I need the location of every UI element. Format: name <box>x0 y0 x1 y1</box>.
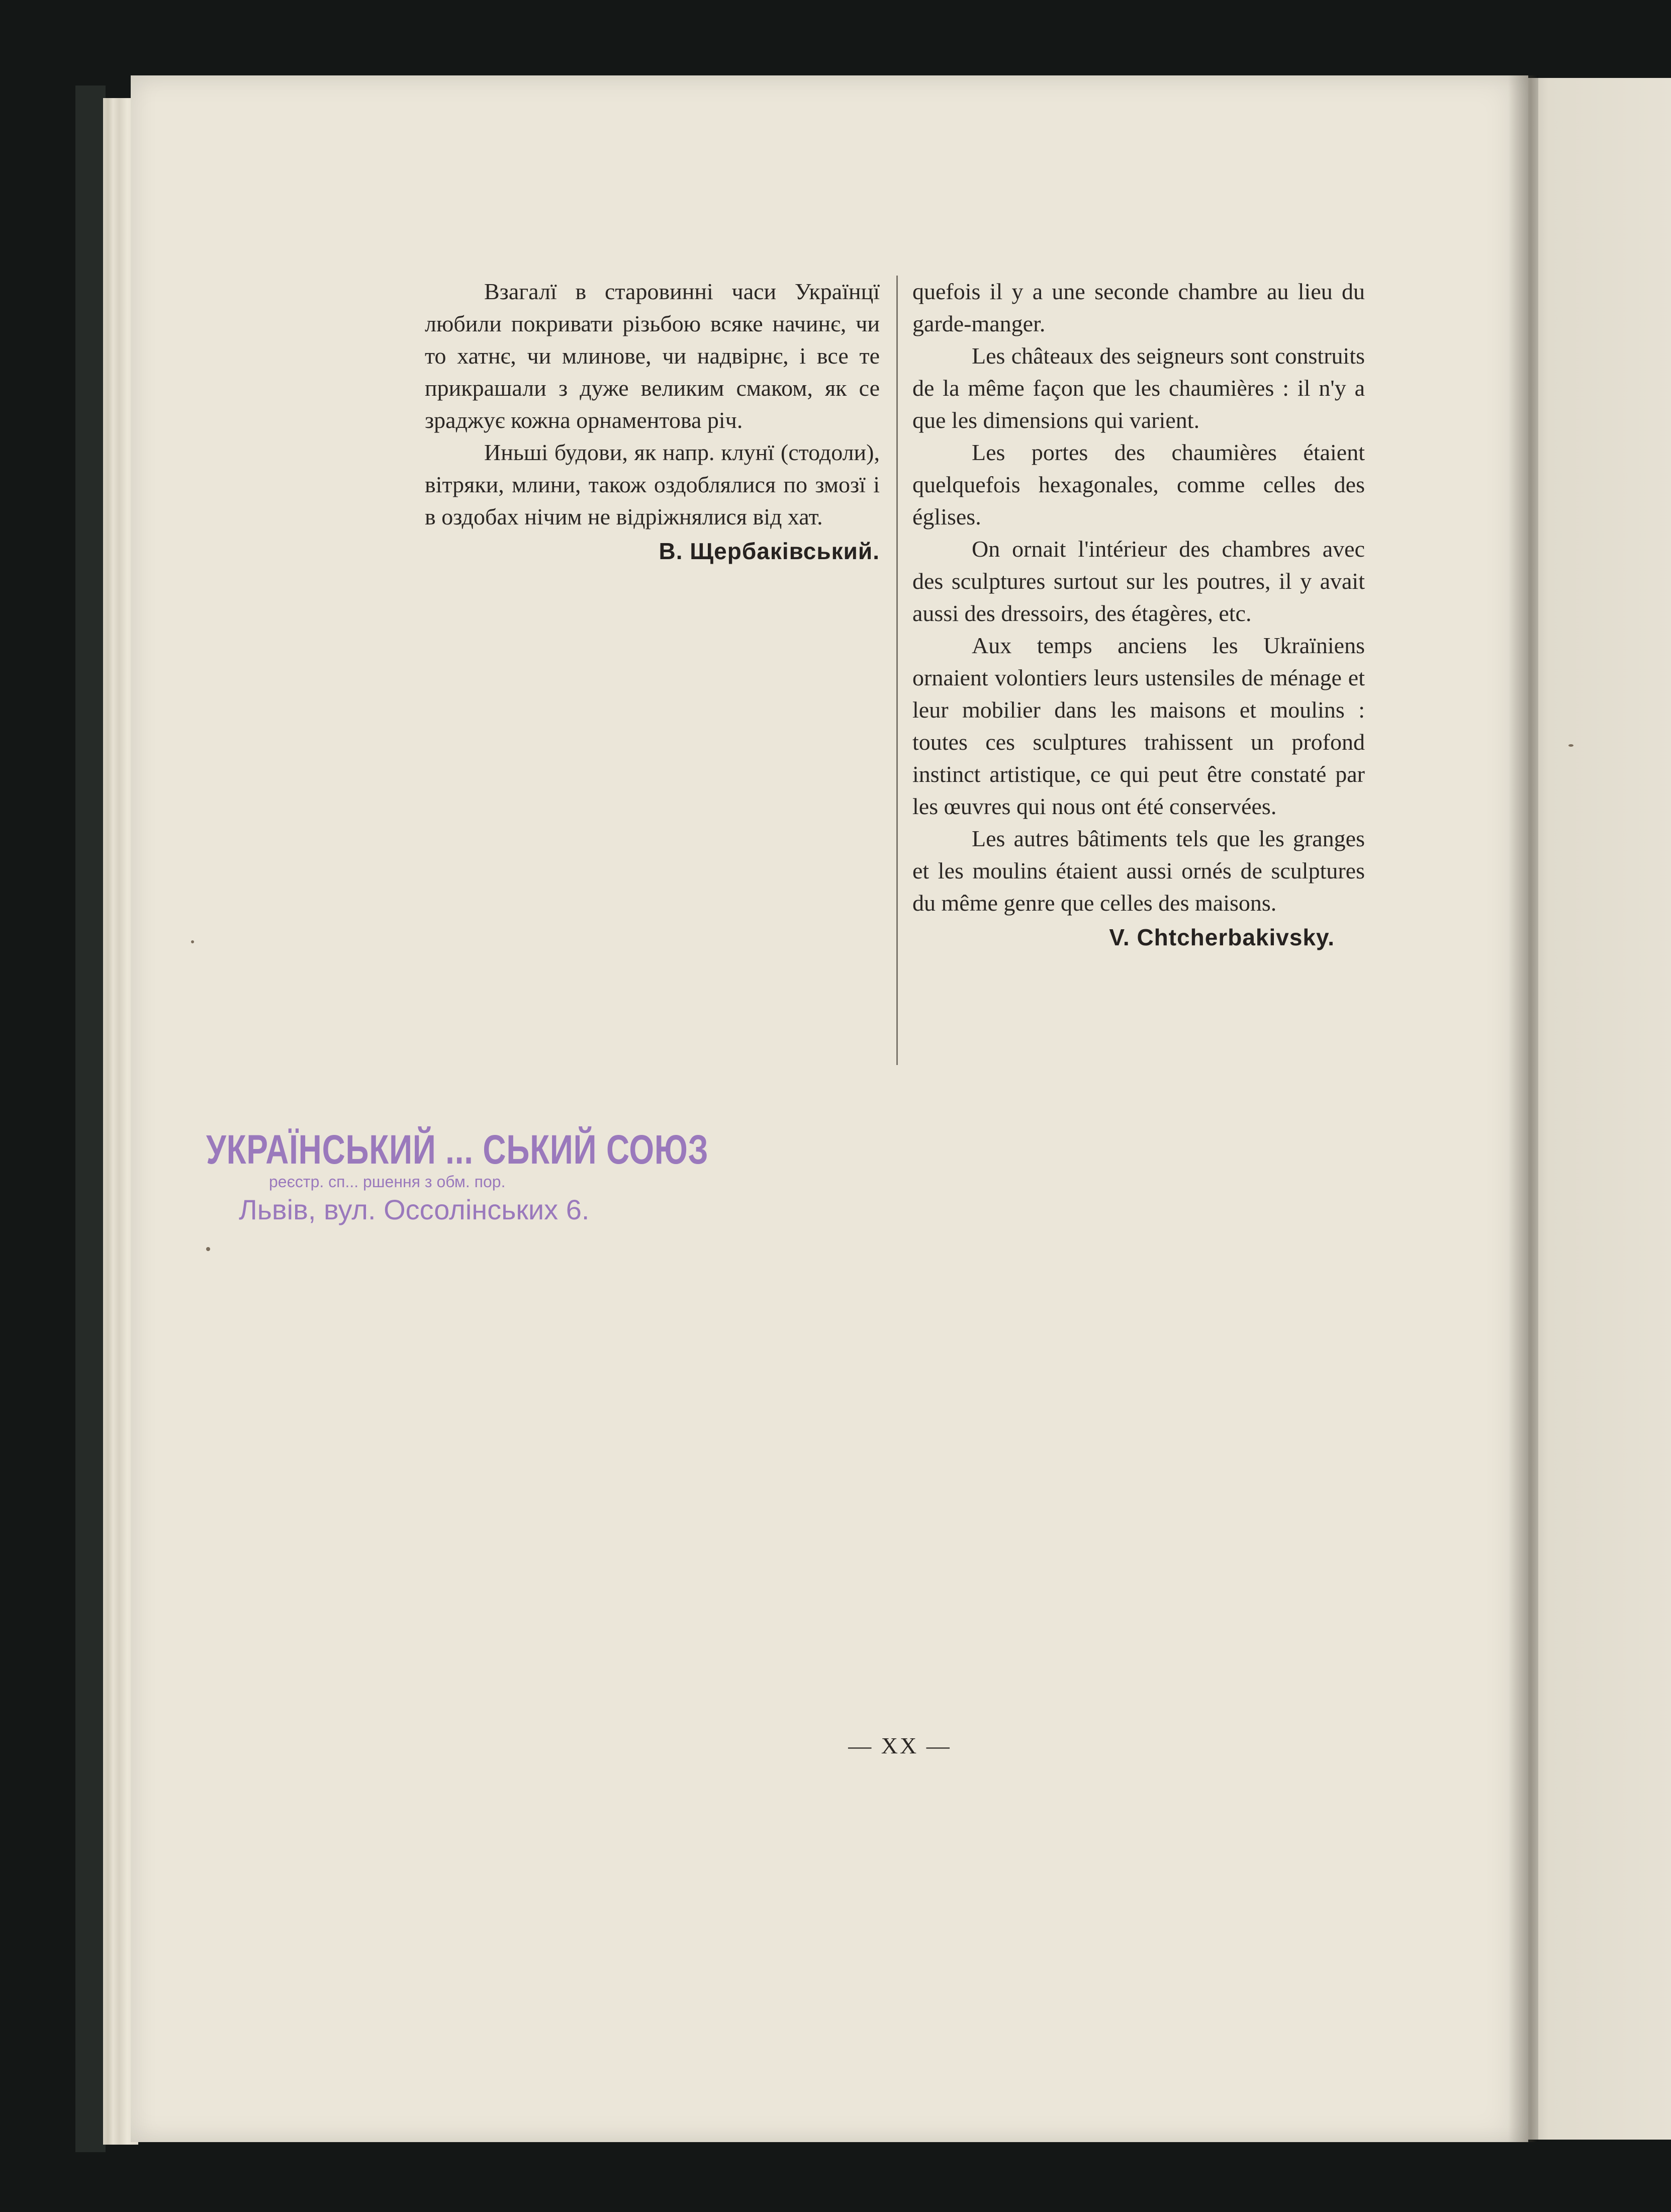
paper-speck <box>206 1247 210 1251</box>
paragraph: Les châteaux des seigneurs sont construits de la même façon que les chaumières : il n'y a que les dimensions qui varient. <box>912 343 1365 433</box>
paper-speck <box>191 940 194 943</box>
book-cover-edge <box>75 85 106 2152</box>
column-divider <box>896 276 898 1065</box>
stamp-line-registration: реєстр. сп... ршення з обм. пор. <box>269 1173 506 1191</box>
paper-speck <box>1568 744 1573 747</box>
paragraph: Взагалї в старовинні часи Українцї любили покривати різьбою всяке начинє, чи то хатнє, чи млинове, чи надвірнє, і все те прикрашали з дуже великим смаком, як се зраджує кожна орнаментова річ. <box>425 279 880 433</box>
author-signature-ukrainian: В. Щербаківський. <box>659 538 880 564</box>
paragraph: Aux temps anciens les Ukraïniens ornaient volontiers leurs ustensiles de ménage et leur mobilier dans les maisons et moulins : toutes ces sculptures trahissent un profond instinct artistique, ce qui peut être constaté par les œuvres qui nous ont été conservées. <box>912 633 1365 819</box>
library-stamp <box>206 1126 709 1226</box>
stamp-line-address: Львів, вул. Оссолінських 6. <box>239 1194 590 1225</box>
facing-page <box>1528 78 1671 2140</box>
ukrainian-text-column <box>425 276 880 567</box>
gutter-shadow <box>1508 75 1538 2142</box>
paragraph: Иньші будови, як напр. клунї (стодоли), вітряки, млини, також оздоблялися по змозї і в оздобах нічим не відріжнялися від хат. <box>425 439 880 529</box>
stamp-line-organization: УКРАЇНСЬКИЙ ... СЬКИЙ СОЮЗ <box>206 1127 709 1173</box>
french-text-column <box>912 276 1365 953</box>
author-signature-french: V. Chtcherbakivsky. <box>1109 924 1335 950</box>
paragraph: Les autres bâtiments tels que les granges et les moulins étaient aussi ornés de sculptures du même genre que celles des maisons. <box>912 826 1365 916</box>
page-number: — XX — <box>848 1733 952 1758</box>
paragraph: On ornait l'intérieur des chambres avec des sculptures surtout sur les poutres, il y avait aussi des dressoirs, des étagères, etc. <box>912 536 1365 626</box>
paragraph-continued: quefois il y a une seconde chambre au lieu du garde-manger. <box>912 279 1365 336</box>
paragraph: Les portes des chaumières étaient quelquefois hexagonales, comme celles des églises. <box>912 439 1365 529</box>
